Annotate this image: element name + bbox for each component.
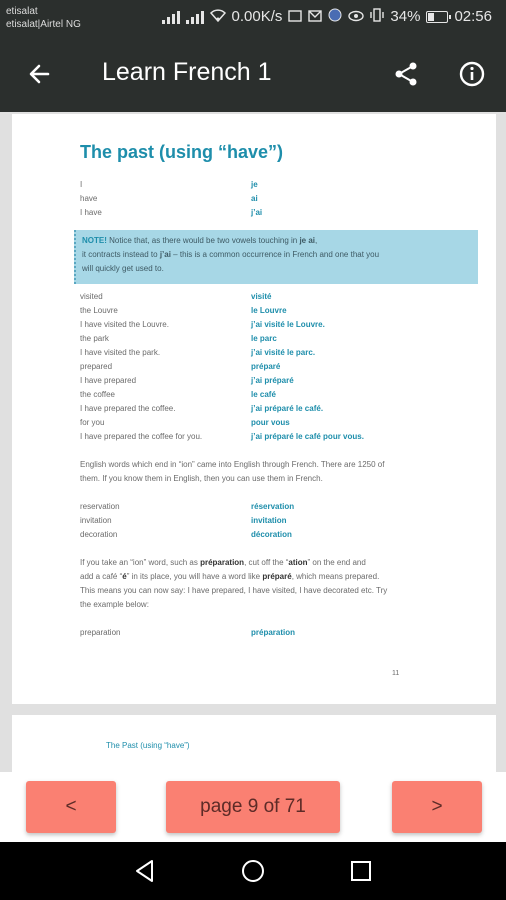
app-bar [0,36,506,112]
vocab-row [80,402,410,416]
vocab-row [80,416,410,430]
vocab-row [80,388,410,402]
page-indicator-button[interactable]: page 9 of 71 [166,781,340,833]
french-text: réservation [251,502,295,511]
signal-2-icon [186,10,204,24]
note-bold: je ai [299,236,316,245]
circle-home-icon [238,856,268,886]
previous-page-button[interactable]: < [26,781,116,833]
vocab-row [80,290,410,304]
english-text: decoration [80,530,118,539]
battery-icon [426,11,448,23]
french-text: le parc [251,334,277,343]
carrier-label [6,5,81,31]
paragraph-line [80,570,400,584]
note-tag: NOTE! [82,236,107,245]
english-text: reservation [80,502,120,511]
note-line-1 [82,234,472,248]
vocab-row [80,318,410,332]
text-run: , cut off the “ [244,558,289,567]
bold-run: préparé [262,572,292,581]
french-text: j’ai [251,208,263,217]
note-text: Notice that, as there would be two vowels touching in [106,236,300,245]
text-run: add a café “ [80,572,123,581]
french-text: je [251,180,258,189]
intro-row [80,178,410,192]
battery-fill [428,13,434,21]
french-text: j’ai préparé [251,376,294,385]
paragraph-line: This means you can now say: I have prepared, I have visited, I have decorated etc. Try [80,586,388,595]
paragraph-preparation [80,556,400,612]
info-icon [454,56,490,92]
page-controls [0,772,506,842]
net-speed: 0.00K/s [231,8,283,25]
note-line-3: will quickly get used to. [82,264,164,273]
intro-row [80,206,410,220]
system-nav-bar [0,842,506,900]
english-text: I have prepared [80,376,137,385]
share-icon [388,56,424,92]
nav-back-button[interactable] [130,856,160,886]
english-text: I have [80,208,102,217]
mail-icon [308,9,322,25]
next-page-button[interactable]: > [392,781,482,833]
battery-percent: 34% [390,8,421,25]
english-text: for you [80,418,105,427]
page-title: The past (using “have”) [80,142,284,162]
french-text: le café [251,390,276,399]
note-text: it contracts instead to [82,250,160,259]
pdf-page-next [12,715,496,772]
clock: 02:56 [454,8,492,25]
bold-run: préparation [200,558,245,567]
intro-row [80,192,410,206]
paragraph-line [80,556,400,570]
pdf-page [12,114,496,704]
english-text: preparation [80,628,121,637]
share-button[interactable] [388,56,424,92]
nav-recents-button[interactable] [346,856,376,886]
wifi-icon [210,8,226,25]
text-run: , which means prepared. [291,572,380,581]
note-bold: j’ai [159,250,171,259]
english-text: I have visited the park. [80,348,161,357]
vocab-row [80,346,410,360]
text-run: ” in its place, you will have a word like [126,572,263,581]
vocab-row [80,430,410,444]
pdf-viewer[interactable] [0,112,506,772]
english-text: I have prepared the coffee. [80,404,176,413]
english-text: invitation [80,516,112,525]
printed-page-number: 11 [392,670,400,677]
info-button[interactable] [454,56,490,92]
carrier-line-2: etisalat|Airtel NG [6,19,81,30]
french-text: préparé [251,362,281,371]
back-button[interactable] [22,56,58,92]
globe-icon [328,8,342,25]
paragraph-line: English words which end in “ion” came into English through French. There are 1250 of [80,460,385,469]
french-text: j’ai préparé le café pour vous. [251,432,364,441]
vocab-row [80,374,410,388]
english-text: the park [80,334,109,343]
status-icons [162,8,492,25]
paragraph-line: them. If you know them in English, then you can use them in French. [80,474,323,483]
example-row [80,626,410,640]
app-title: Learn French 1 [102,58,272,86]
french-text: j’ai visité le parc. [251,348,316,357]
vocab-row [80,360,410,374]
square-recents-icon [346,856,376,886]
vibrate-icon [370,8,384,25]
notification-icon [288,9,302,25]
bold-run: ation [288,558,308,567]
note-text: , [315,236,318,245]
english-text: have [80,194,98,203]
note-line-2 [82,248,472,262]
text-run: ” on the end and [307,558,366,567]
paragraph-line: the example below: [80,600,149,609]
french-text: décoration [251,530,292,539]
french-text: le Louvre [251,306,287,315]
french-text: invitation [251,516,287,525]
signal-icon [162,10,180,24]
note-text: – this is a common occurrence in French and one that you [170,250,380,259]
eye-icon [348,9,364,25]
status-bar [0,0,506,36]
french-text: j’ai visité le Louvre. [251,320,325,329]
paragraph-ion-words [80,458,400,486]
ion-row [80,514,410,528]
vocab-row [80,332,410,346]
french-text: ai [251,194,258,203]
french-text: pour vous [251,418,290,427]
triangle-back-icon [130,856,160,886]
back-arrow-icon [22,56,58,92]
english-text: I have visited the Louvre. [80,320,169,329]
text-run: If you take an “ion” word, such as [80,558,201,567]
french-text: visité [251,292,272,301]
vocab-row [80,304,410,318]
ion-row [80,528,410,542]
english-text: I have prepared the coffee for you. [80,432,203,441]
french-text: j’ai préparé le café. [251,404,324,413]
nav-home-button[interactable] [238,856,268,886]
ion-row [80,500,410,514]
carrier-line-1: etisalat [6,6,38,17]
french-text: préparation [251,628,296,637]
note-box [74,230,478,284]
english-text: the Louvre [80,306,118,315]
english-text: prepared [80,362,113,371]
english-text: I [80,180,83,189]
english-text: the coffee [80,390,115,399]
bold-run: é [122,572,127,581]
next-page-header: The Past (using “have”) [106,741,190,750]
english-text: visited [80,292,103,301]
